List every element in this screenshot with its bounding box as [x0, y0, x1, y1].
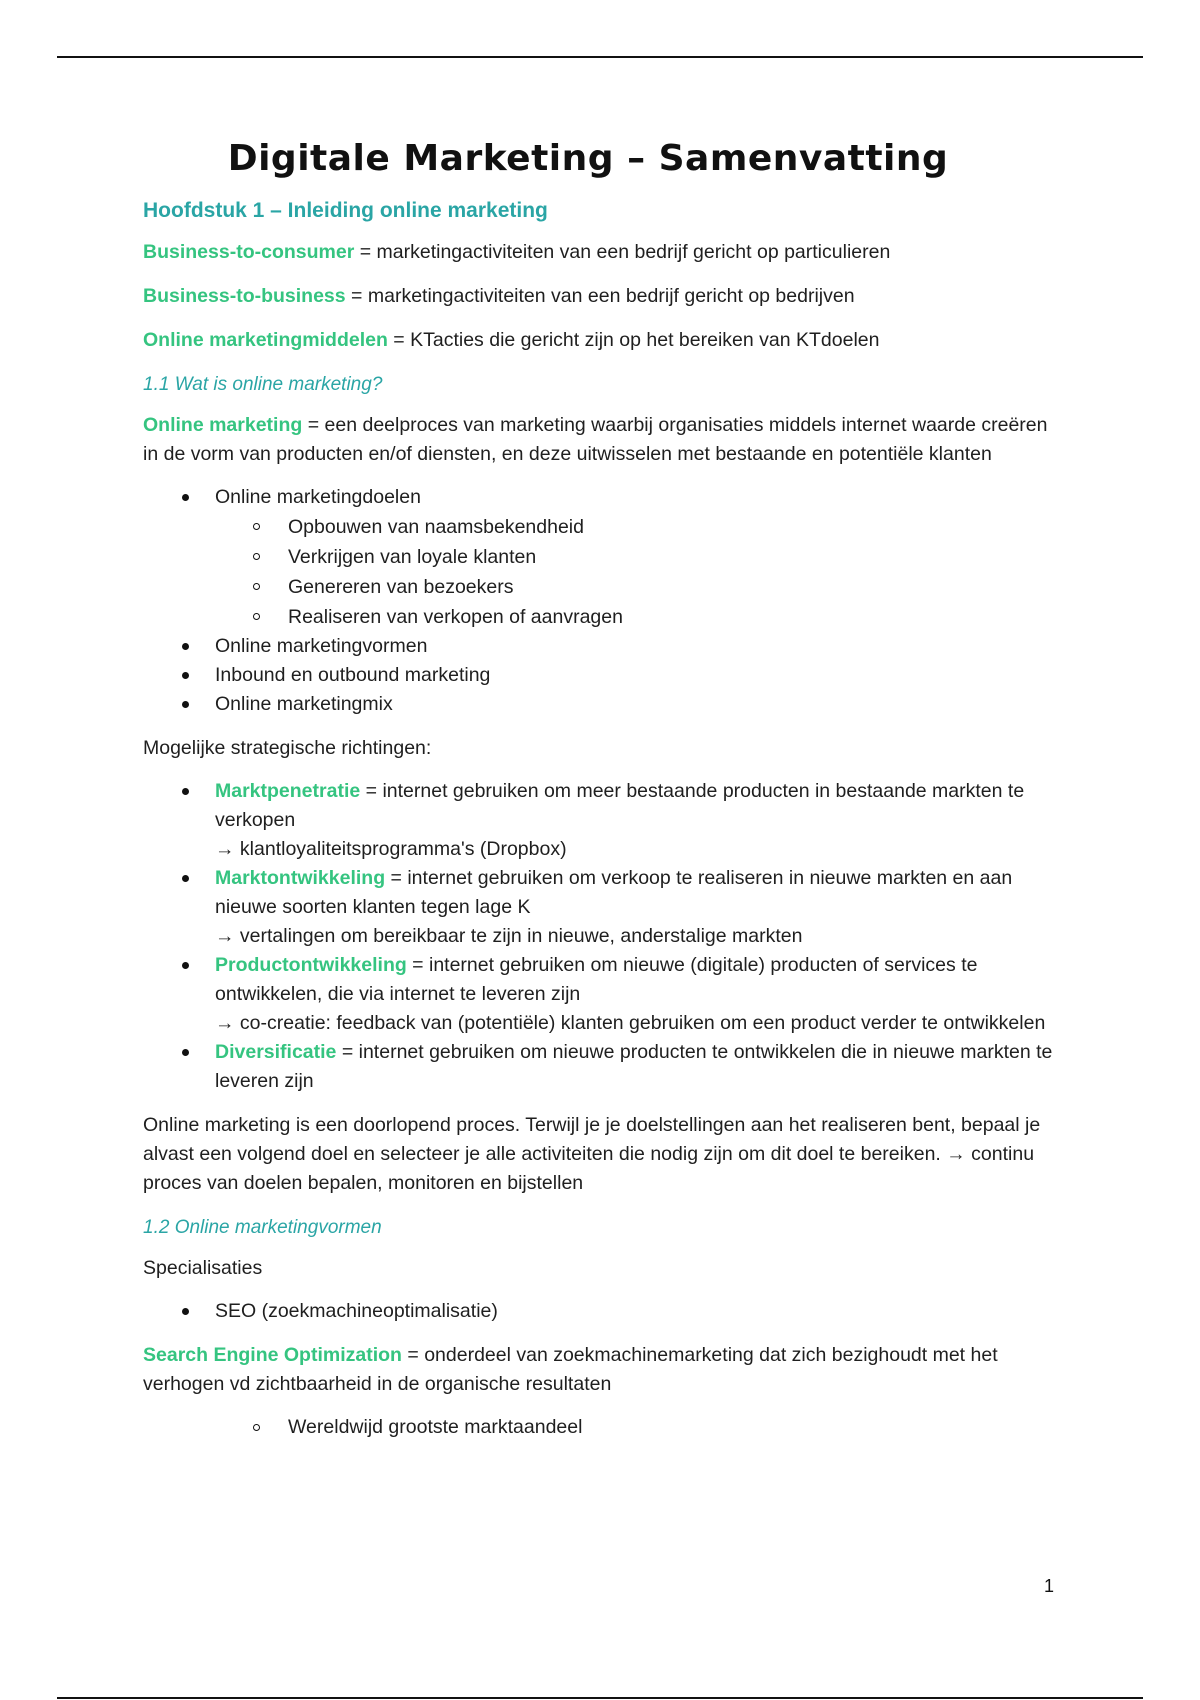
- definition-online-marketing: [143, 411, 1063, 469]
- strategy-term: Marktontwikkeling: [215, 867, 386, 889]
- bullet-icon: [182, 875, 189, 882]
- list-item-label: SEO (zoekmachineoptimalisatie): [215, 1300, 498, 1322]
- footer-rule: [57, 1697, 1143, 1699]
- list-item-label: Online marketingdoelen: [215, 486, 421, 508]
- list-item: [215, 661, 1063, 690]
- strategy-item: [215, 864, 1063, 951]
- definition-marketingmiddelen: [143, 326, 1063, 355]
- page-number: 1: [1044, 1576, 1055, 1596]
- document-title: Digitale Marketing – Samenvatting: [227, 138, 949, 179]
- circle-bullet-icon: [253, 523, 260, 530]
- strategy-text: = internet gebruiken om verkoop te realiseren in nieuwe markten en aan nieuwe soorten klanten tegen lage K: [215, 867, 1013, 918]
- list-item: [215, 632, 1063, 661]
- circle-bullet-icon: [253, 583, 260, 590]
- bullet-icon: [182, 1049, 189, 1056]
- strategy-example: → vertalingen om bereikbaar te zijn in nieuwe, anderstalige markten: [215, 925, 803, 947]
- sub-list-item-label: Verkrijgen van loyale klanten: [288, 546, 537, 568]
- strategy-term: Productontwikkeling: [215, 954, 407, 976]
- strategy-item: [215, 951, 1063, 1038]
- strategy-item: [215, 777, 1063, 864]
- bullet-icon: [182, 643, 189, 650]
- section-heading-1-1: 1.1 Wat is online marketing?: [143, 374, 383, 395]
- list-item-label: Online marketingmix: [215, 693, 393, 715]
- sub-list-item-label: Realiseren van verkopen of aanvragen: [288, 606, 623, 628]
- bullet-icon: [182, 788, 189, 795]
- circle-bullet-icon: [253, 1424, 260, 1431]
- strategies-intro: Mogelijke strategische richtingen:: [143, 737, 432, 759]
- sub-list-item: [288, 1413, 1063, 1442]
- chapter-heading: Hoofdstuk 1 – Inleiding online marketing: [143, 199, 548, 222]
- definition-term: Search Engine Optimization: [143, 1344, 402, 1366]
- specialisaties-label: Specialisaties: [143, 1257, 263, 1279]
- header-rule: [57, 56, 1143, 58]
- strategy-term: Diversificatie: [215, 1041, 337, 1063]
- definition-text: = marketingactiviteiten van een bedrijf gericht op particulieren: [354, 241, 891, 263]
- definition-text: = marketingactiviteiten van een bedrijf gericht op bedrijven: [345, 285, 855, 307]
- definition-seo: [143, 1341, 1063, 1399]
- specialisaties-list: [143, 1297, 1063, 1326]
- definition-term: Business-to-business: [143, 285, 346, 307]
- list-item-label: Inbound en outbound marketing: [215, 664, 491, 686]
- sub-list-item: [288, 542, 1063, 572]
- bullet-icon: [182, 672, 189, 679]
- list-item: [215, 690, 1063, 719]
- bullet-icon: [182, 962, 189, 969]
- definition-b2c: [143, 238, 1063, 267]
- strategy-text: = internet gebruiken om nieuwe producten te ontwikkelen die in nieuwe markten te leveren zijn: [215, 1041, 1053, 1092]
- list-item-label: Online marketingvormen: [215, 635, 428, 657]
- section-heading-1-2: 1.2 Online marketingvormen: [143, 1217, 382, 1238]
- definition-term: Online marketing: [143, 414, 303, 436]
- bullet-icon: [182, 1308, 189, 1315]
- sub-list-item-label: Opbouwen van naamsbekendheid: [288, 516, 584, 538]
- sub-list-item-label: Genereren van bezoekers: [288, 576, 514, 598]
- definition-text: = KTacties die gericht zijn op het bereiken van KTdoelen: [387, 329, 880, 351]
- sub-list: [215, 512, 1063, 632]
- list-item: [215, 1297, 1063, 1326]
- definition-b2b: [143, 282, 1063, 311]
- definition-text: = onderdeel van zoekmachinemarketing dat zich bezighoudt met het verhogen vd zichtbaarheid in de organische resultaten: [143, 1344, 998, 1395]
- strategies-list: [143, 777, 1063, 1096]
- definition-term: Online marketingmiddelen: [143, 329, 388, 351]
- sub-list-item-label: Wereldwijd grootste marktaandeel: [288, 1416, 583, 1438]
- list-item: [215, 483, 1063, 632]
- definition-term: Business-to-consumer: [143, 241, 355, 263]
- strategy-example: → co-creatie: feedback van (potentiële) klanten gebruiken om een product verder te ontwikkelen: [215, 1012, 1046, 1034]
- strategy-text: = internet gebruiken om nieuwe (digitale) producten of services te ontwikkelen, die via internet te leveren zijn: [215, 954, 978, 1005]
- strategy-item: [215, 1038, 1063, 1096]
- sub-list-item: [288, 572, 1063, 602]
- seo-sub-list: [143, 1413, 1063, 1442]
- circle-bullet-icon: [253, 553, 260, 560]
- circle-bullet-icon: [253, 613, 260, 620]
- definition-text: = een deelproces van marketing waarbij organisaties middels internet waarde creëren in de vorm van producten en/of diensten, en deze uitwisselen met bestaande en potentiële klanten: [143, 414, 1048, 465]
- document-page: [143, 138, 1063, 1442]
- bullet-icon: [182, 701, 189, 708]
- bullet-icon: [182, 494, 189, 501]
- strategy-text: = internet gebruiken om meer bestaande producten in bestaande markten te verkopen: [215, 780, 1025, 831]
- sub-list-item: [288, 512, 1063, 542]
- strategy-term: Marktpenetratie: [215, 780, 361, 802]
- online-marketing-bullets: [143, 483, 1063, 719]
- closing-paragraph: Online marketing is een doorlopend proces. Terwijl je je doelstellingen aan het realiseren bent, bepaal je alvast een volgend doel en selecteer je alle activiteiten die nodig zijn om dit doel te bereiken. → continu proces van doelen bepalen, monitoren en bijstellen: [143, 1114, 1041, 1194]
- sub-list-item: [288, 602, 1063, 632]
- strategy-example: → klantloyaliteitsprogramma's (Dropbox): [215, 838, 567, 860]
